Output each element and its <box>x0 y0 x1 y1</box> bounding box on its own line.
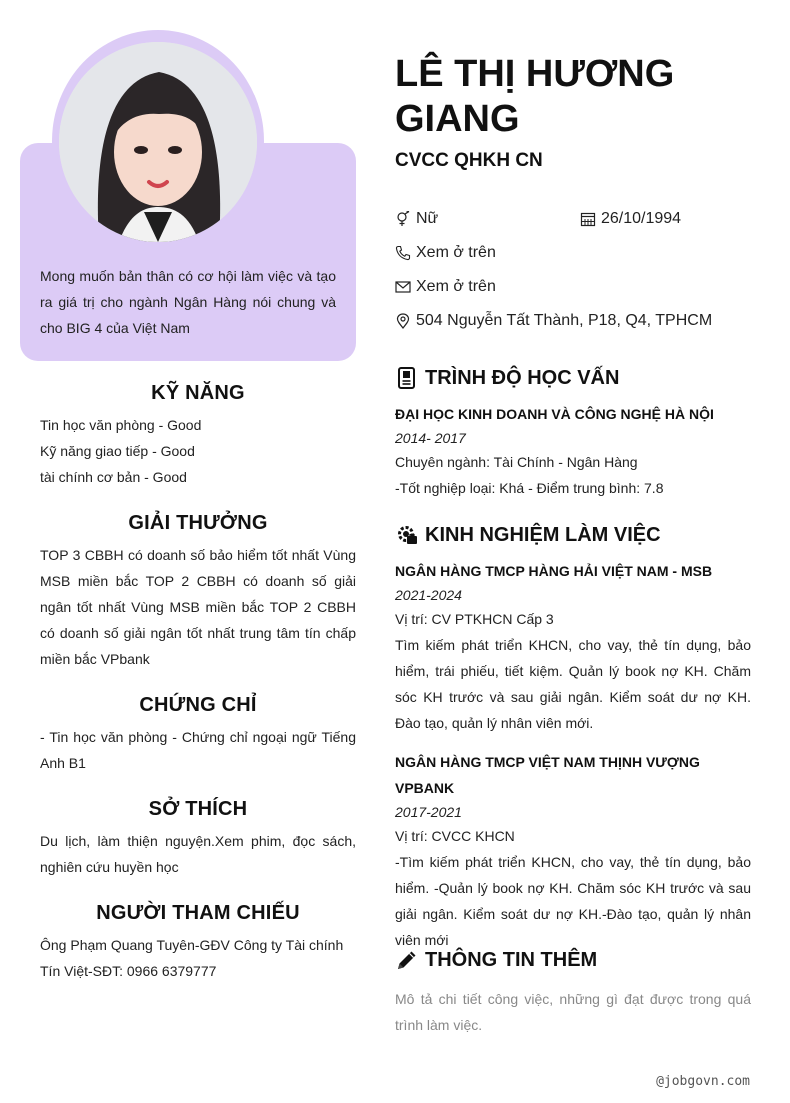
job-company-2: NGÂN HÀNG TMCP VIỆT NAM THỊNH VƯỢNG VPBANK <box>395 754 700 796</box>
hobbies-title: SỞ THÍCH <box>148 798 248 820</box>
job-description-1: Tìm kiếm phát triển KHCN, cho vay, thẻ tín dụng, bảo hiểm, trái phiếu, tiết kiệm. Quản lý book nợ KH. Chăm sóc KH trước và sau giải ngân. Kiểm soát dư nợ KH. Đào tạo, quản lý nhân viên mới. <box>395 637 751 731</box>
location-pin-icon <box>395 313 411 329</box>
address-value: 504 Nguyễn Tất Thành, P18, Q4, TPHCM <box>416 312 713 329</box>
calendar-icon <box>580 211 596 227</box>
job-period-1: 2021-2024 <box>395 587 462 603</box>
job-description-2: -Tìm kiếm phát triển KHCN, cho vay, thẻ tín dụng, bảo hiểm. -Quản lý book nợ KH. Chăm sóc KH trước và sau giải ngân. Kiểm soát dư nợ KH.-Đào tạo, quản lý nhân viên mới <box>395 854 751 948</box>
email-row <box>395 278 496 296</box>
mail-icon <box>395 279 411 295</box>
extra-title: THÔNG TIN THÊM <box>425 948 598 971</box>
awards-section <box>40 510 356 672</box>
extra-title-row <box>395 948 597 972</box>
candidate-role: CVCC QHKH CN <box>395 150 543 171</box>
school-name: ĐẠI HỌC KINH DOANH VÀ CÔNG NGHỆ HÀ NỘI <box>395 406 714 422</box>
job-entry-1 <box>395 558 751 736</box>
profile-photo-illustration <box>59 42 257 242</box>
experience-title: KINH NGHIỆM LÀM VIỆC <box>425 523 661 546</box>
education-title: TRÌNH ĐỘ HỌC VẤN <box>425 366 620 389</box>
birthdate-row <box>580 210 681 228</box>
references-title: NGƯỜI THAM CHIẾU <box>96 902 300 924</box>
candidate-name: LÊ THỊ HƯƠNG GIANG <box>395 53 675 140</box>
about-text: Mong muốn bản thân có cơ hội làm việc và tạo ra giá trị cho ngành Ngân Hàng nói chung và cho BIG 4 của Việt Nam <box>40 268 336 336</box>
certificates-section <box>40 692 356 776</box>
phone-row <box>395 244 496 262</box>
profile-photo <box>59 42 257 242</box>
skill-item-3: tài chính cơ bản - Good <box>40 469 187 485</box>
birthdate-value: 26/10/1994 <box>601 210 682 227</box>
certificates-title: CHỨNG CHỈ <box>139 694 257 716</box>
experience-title-row <box>395 523 661 547</box>
hobbies-section <box>40 796 356 880</box>
job-entry-2 <box>395 749 751 953</box>
references-section <box>40 900 356 984</box>
education-entry <box>395 401 751 501</box>
gender-row <box>395 210 438 228</box>
hobbies-text: Du lịch, làm thiện nguyện.Xem phim, đọc sách, nghiên cứu huyền học <box>40 833 356 875</box>
document-icon <box>395 366 419 390</box>
email-value: Xem ở trên <box>416 278 496 295</box>
job-position-2: Vị trí: CVCC KHCN <box>395 828 515 844</box>
skills-title: KỸ NĂNG <box>151 382 245 404</box>
certificates-text: - Tin học văn phòng - Chứng chỉ ngoại ngữ Tiếng Anh B1 <box>40 729 356 771</box>
job-company-1: NGÂN HÀNG TMCP HÀNG HẢI VIỆT NAM - MSB <box>395 563 713 579</box>
skill-item-2: Kỹ năng giao tiếp - Good <box>40 443 195 459</box>
education-grade: -Tốt nghiệp loại: Khá - Điểm trung bình: 7.8 <box>395 480 664 496</box>
gear-briefcase-icon <box>395 523 419 547</box>
awards-title: GIẢI THƯỞNG <box>128 512 268 534</box>
address-row <box>395 312 712 330</box>
footer-watermark: @jobgovn.com <box>656 1074 750 1089</box>
education-title-row <box>395 366 619 390</box>
job-position-1: Vị trí: CV PTKHCN Cấp 3 <box>395 611 554 627</box>
extra-text: Mô tả chi tiết công việc, những gì đạt được trong quá trình làm việc. <box>395 991 751 1033</box>
skills-section <box>40 380 356 490</box>
pencil-icon <box>395 948 419 972</box>
education-period: 2014- 2017 <box>395 430 466 446</box>
education-major: Chuyên ngành: Tài Chính - Ngân Hàng <box>395 454 638 470</box>
phone-value: Xem ở trên <box>416 244 496 261</box>
phone-icon <box>395 245 411 261</box>
skill-item-1: Tin học văn phòng - Good <box>40 417 202 433</box>
references-text: Ông Phạm Quang Tuyên-GĐV Công ty Tài chính Tín Việt-SĐT: 0966 6379777 <box>40 937 344 979</box>
gender-icon <box>395 211 411 227</box>
awards-text: TOP 3 CBBH có doanh số bảo hiểm tốt nhất Vùng MSB miền bắc TOP 2 CBBH có doanh số giải ngân tốt nhất Vùng MSB miền bắc TOP 2 CBBH có doanh số giải ngân tốt nhất trung tâm tín chấp miền bắc VPbank <box>40 547 356 667</box>
job-period-2: 2017-2021 <box>395 804 462 820</box>
gender-value: Nữ <box>416 210 439 227</box>
